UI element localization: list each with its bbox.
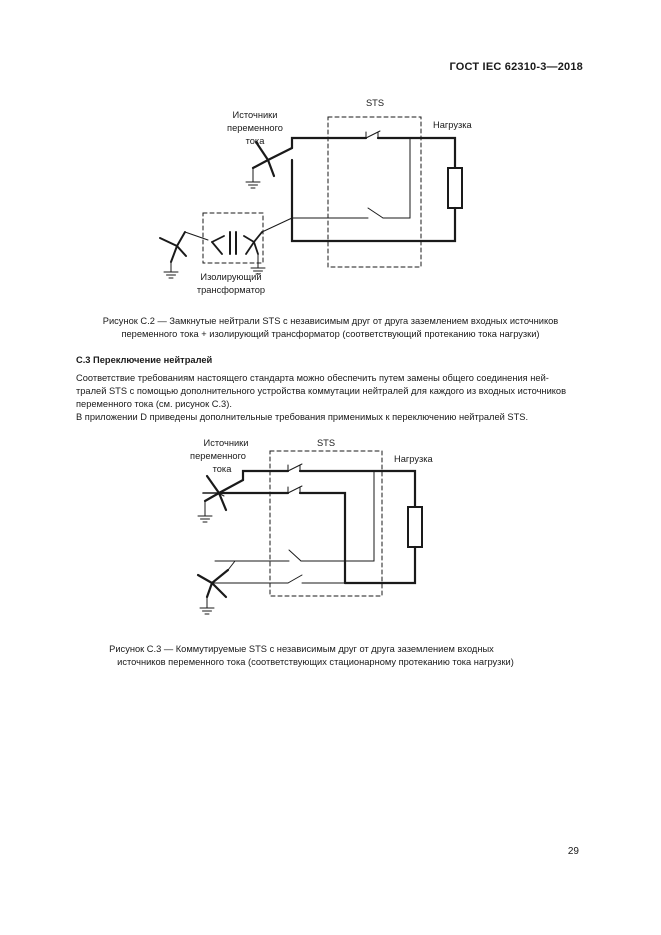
figure-c3-caption xyxy=(60,643,601,669)
c3-sts-label: STS xyxy=(316,438,336,448)
c3-sources-label-3: тока xyxy=(212,464,232,474)
ground-symbol-2 xyxy=(200,608,214,614)
c2-sts-label: STS xyxy=(365,98,385,108)
caption-line: источников переменного тока (соответствующих стационарному протеканию тока нагрузки) xyxy=(117,657,514,667)
c3-sources-label-1: Источники xyxy=(203,438,249,448)
caption-line: переменного тока + изолирующий трансформатор (соответствующий протеканию тока нагрузки) xyxy=(121,329,540,339)
paragraph-line: тралей STS с помощью дополнительного устройства коммутации нейтралей для каждого из входных источников xyxy=(76,386,567,396)
c2-sources-label-3: тока xyxy=(245,136,265,146)
document-header: ГОСТ IEC 62310-3—2018 xyxy=(449,61,583,73)
c2-sources-label-2: переменного xyxy=(227,123,283,133)
sts-boundary xyxy=(270,451,382,596)
paragraph-line: Соответствие требованиям настоящего стандарта можно обеспечить путем замены общего соединения ней- xyxy=(76,373,549,383)
caption-line: Рисунок С.3 — Коммутируемые STS с независимым друг от друга заземлением входных xyxy=(109,644,494,654)
sts-switch-3 xyxy=(289,550,301,561)
section-title: С.3 Переключение нейтралей xyxy=(76,355,213,365)
paragraph-line: переменного тока (см. рисунок С.3). xyxy=(76,399,232,409)
c2-load-label: Нагрузка xyxy=(433,120,472,130)
c2-transformer-label-1: Изолирующий xyxy=(200,272,262,282)
sts-switch-4 xyxy=(288,575,302,583)
ground-symbol-1 xyxy=(198,516,212,522)
c3-sources-label-2: переменного xyxy=(190,451,246,461)
c2-transformer-label-2: трансформатор xyxy=(196,285,266,295)
page-number: 29 xyxy=(567,846,579,857)
load-resistor xyxy=(408,507,422,547)
c2-sources-label-1: Источники xyxy=(232,110,278,120)
c3-load-label: Нагрузка xyxy=(394,454,433,464)
paragraph-2: В приложении D приведены дополнительные требования применимых к переключению нейтралей STS. xyxy=(76,412,529,422)
caption-line: Рисунок С.2 — Замкнутые нейтрали STS с независимым друг от друга заземлением входных источников xyxy=(102,316,559,326)
